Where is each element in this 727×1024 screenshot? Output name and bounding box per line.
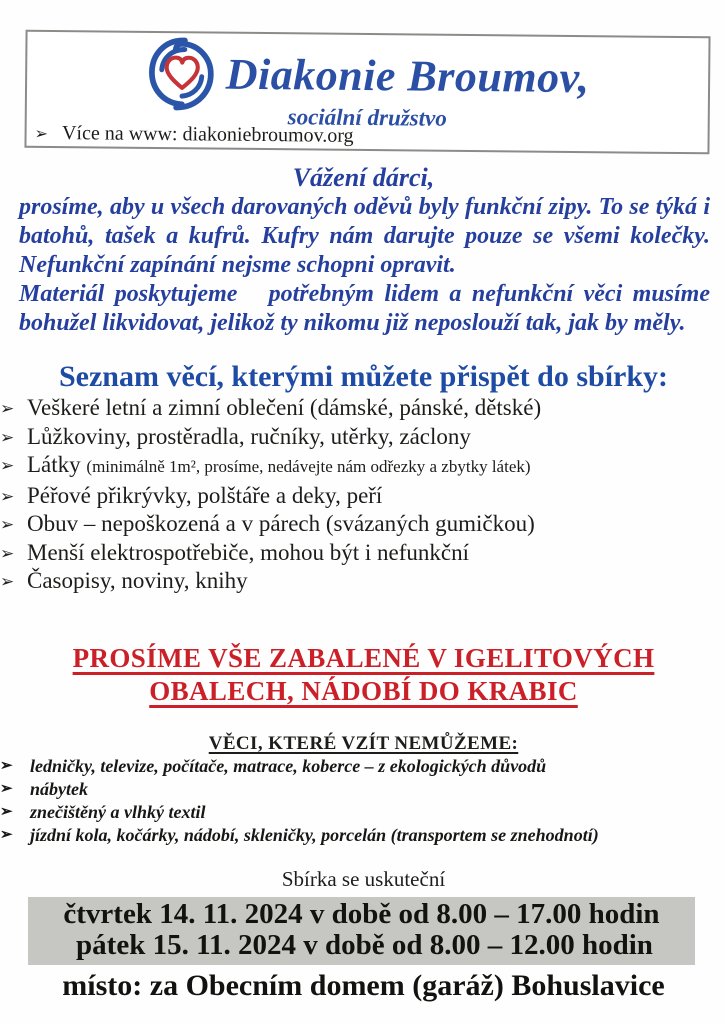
- intro-paragraph-1: prosíme, aby u všech darovaných oděvů byly funkční zipy. To se týká i batohů, tašek a kufrů. Kufry nám darujte pouze se všemi kolečky. Nefunkční zapínání nejsme schopni opravit.: [19, 194, 710, 278]
- arrow-bullet-icon: ➢: [0, 543, 15, 563]
- org-subtitle: sociální družstvo: [287, 104, 447, 131]
- arrow-bullet-icon: ➢: [34, 125, 49, 143]
- packing-notice-line-2: OBALECH, NÁDOBÍ DO KRABIC: [149, 675, 578, 706]
- arrow-bullet-icon: ➢: [0, 456, 15, 475]
- list-item: [0, 755, 727, 778]
- website-line: [34, 122, 353, 148]
- collection-intro: Sbírka se uskuteční: [281, 866, 446, 891]
- list-item: [0, 482, 727, 511]
- cannot-take-heading: VĚCI, KTERÉ VZÍT NEMŮŽEME:: [208, 732, 519, 754]
- collection-date-friday: pátek 15. 11. 2024 v době od 8.00 – 12.00 hodin: [76, 928, 653, 961]
- list-item-text: jízdní kola, kočárky, nádobí, skleničky, porcelán (transportem se znehodnotí): [30, 824, 599, 845]
- list-item-text: nábytek: [30, 778, 88, 799]
- website-text: Více na www: diakoniebroumov.org: [61, 122, 354, 147]
- collection-dates-highlight: [28, 897, 695, 965]
- list-item: [0, 423, 727, 452]
- list-item-text: Látky: [27, 452, 87, 477]
- list-item: [0, 539, 727, 568]
- list-item-text: znečištěný a vlhký textil: [30, 801, 206, 822]
- list-item-text: ledničky, televize, počítače, matrace, koberce – z ekologických důvodů: [30, 755, 547, 776]
- donate-heading: Seznam věcí, kterými můžete přispět do sbírky:: [58, 360, 669, 393]
- list-item: [0, 451, 727, 482]
- list-item-text: Menší elektrospotřebiče, mohou být i nefunkční: [27, 539, 470, 565]
- intro-paragraph-2: Materiál poskytujeme potřebným lidem a nefunkční věci musíme bohužel likvidovat, jelikož ty nikomu již neposlouží tak, jak by měly.: [19, 281, 710, 336]
- list-item: [0, 801, 727, 824]
- list-item-text: Lůžkoviny, prostěradla, ručníky, utěrky, záclony: [27, 423, 471, 449]
- collection-date-thursday: čtvrtek 14. 11. 2024 v době od 8.00 – 17.00 hodin: [63, 897, 660, 930]
- list-item: [0, 567, 727, 596]
- packing-notice: [0, 642, 727, 708]
- salutation: Vážení dárci,: [292, 163, 435, 192]
- arrow-bullet-icon: ➢: [0, 826, 13, 843]
- arrow-bullet-icon: ➢: [0, 757, 13, 774]
- collection-place: místo: za Obecním domem (garáž) Bohuslavice: [62, 968, 665, 1002]
- list-item: [0, 824, 727, 847]
- cannot-take-list: [0, 755, 727, 847]
- header-box: [24, 30, 710, 155]
- list-item: [0, 510, 727, 539]
- org-title: Diakonie Broumov,: [225, 49, 590, 102]
- list-item-note: (minimálně 1m², prosíme, nedávejte nám odřezky a zbytky látek): [86, 457, 531, 476]
- arrow-bullet-icon: ➢: [0, 803, 13, 820]
- arrow-bullet-icon: ➢: [0, 572, 15, 591]
- list-item-text: Časopisy, noviny, knihy: [27, 568, 248, 593]
- donate-list: [0, 394, 727, 596]
- heart-swirl-logo-icon: [145, 35, 218, 112]
- list-item: [0, 394, 727, 423]
- packing-notice-line-1: PROSÍME VŠE ZABALENÉ V IGELITOVÝCH: [72, 642, 655, 673]
- arrow-bullet-icon: ➢: [0, 515, 15, 534]
- arrow-bullet-icon: ➢: [0, 780, 13, 797]
- list-item-text: Veškeré letní a zimní oblečení (dámské, pánské, dětské): [27, 395, 542, 420]
- list-item: [0, 778, 727, 801]
- arrow-bullet-icon: ➢: [0, 486, 15, 506]
- list-item-text: Péřové přikrývky, polštáře a deky, peří: [27, 482, 383, 508]
- list-item-text: Obuv – nepoškozená a v párech (svázaných gumičkou): [27, 511, 535, 536]
- arrow-bullet-icon: ➢: [0, 399, 15, 418]
- arrow-bullet-icon: ➢: [0, 427, 15, 447]
